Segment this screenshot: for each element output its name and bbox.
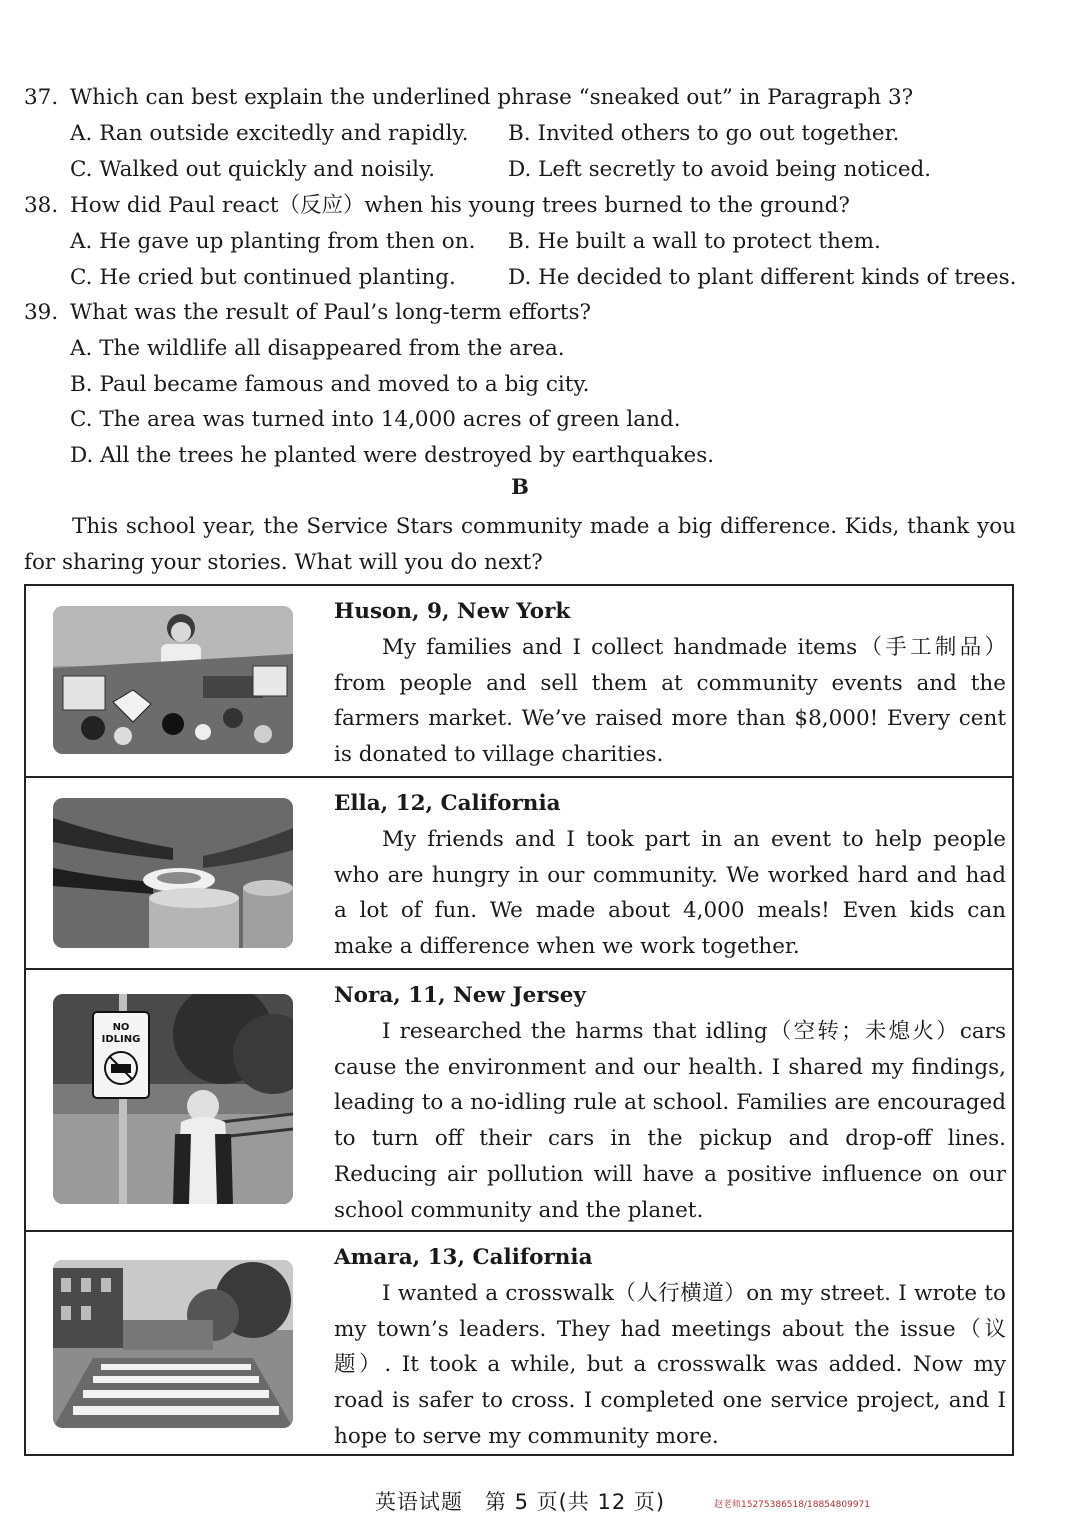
story-text: My families and I collect handmade items（手工制品）from people and sell them at community events and the farmers market. We’ve raised more than $8,000! Every cent is donated to village charities. <box>334 634 1006 768</box>
sign-text-no: NO <box>112 1022 130 1033</box>
story-author: Amara, 13, California <box>334 1245 593 1270</box>
option-37-b: B. Invited others to go out together. <box>508 121 900 146</box>
question-text: How did Paul react（反应）when his young trees burned to the ground? <box>70 193 850 218</box>
stories-table <box>24 584 1014 1456</box>
photo-crosswalk <box>53 1260 293 1428</box>
photo-no-idling-sign <box>53 994 293 1204</box>
option-39-d: D. All the trees he planted were destroyed by earthquakes. <box>70 443 715 468</box>
question-number: 38. <box>24 193 59 218</box>
story-author: Ella, 12, California <box>334 791 561 816</box>
option-39-a: A. The wildlife all disappeared from the area. <box>70 336 565 361</box>
question-text: Which can best explain the underlined phrase “sneaked out” in Paragraph 3? <box>70 85 914 110</box>
option-37-d: D. Left secretly to avoid being noticed. <box>508 157 932 182</box>
photo-handmade-items <box>53 606 293 754</box>
question-number: 37. <box>24 85 59 110</box>
section-title: B <box>511 474 529 499</box>
story-ella <box>334 786 1006 965</box>
question-number: 39. <box>24 300 59 325</box>
story-amara <box>334 1240 1006 1455</box>
option-39-c: C. The area was turned into 14,000 acres of green land. <box>70 407 681 432</box>
story-author: Huson, 9, New York <box>334 599 571 624</box>
option-37-a: A. Ran outside excitedly and rapidly. <box>70 121 469 146</box>
story-nora <box>334 978 1006 1229</box>
story-huson <box>334 594 1006 773</box>
story-text: I researched the harms that idling（空转；未熄火）cars cause the environment and our health. I shared my findings, leading to a no-idling rule at school. Families are encouraged to turn off their cars in the pickup and drop-off lines. Reducing air pollution will have a positive influence on our school community and the planet. <box>334 1018 1006 1223</box>
story-row-huson <box>26 586 1012 778</box>
option-37-c: C. Walked out quickly and noisily. <box>70 157 436 182</box>
story-row-nora <box>26 970 1012 1232</box>
option-38-c: C. He cried but continued planting. <box>70 265 456 290</box>
option-38-a: A. He gave up planting from then on. <box>70 229 476 254</box>
option-38-d: D. He decided to plant different kinds of trees. <box>508 265 1017 290</box>
watermark: 赵老师15275386518/18854809971 <box>714 1500 871 1510</box>
section-intro: This school year, the Service Stars community made a big difference. Kids, thank you for sharing your stories. What will you do next? <box>24 514 1016 575</box>
sign-text-idling: IDLING <box>101 1034 141 1045</box>
photo-serving-meals <box>53 798 293 948</box>
option-38-b: B. He built a wall to protect them. <box>508 229 881 254</box>
story-row-amara <box>26 1232 1012 1454</box>
story-author: Nora, 11, New Jersey <box>334 983 586 1008</box>
story-row-ella <box>26 778 1012 970</box>
story-text: My friends and I took part in an event to help people who are hungry in our community. We worked hard and had a lot of fun. We made about 4,000 meals! Even kids can make a difference when we work together. <box>334 826 1006 960</box>
option-39-b: B. Paul became famous and moved to a big city. <box>70 372 590 397</box>
story-text: I wanted a crosswalk（人行横道）on my street. I wrote to my town’s leaders. They had meetings about the issue（议题）. It took a while, but a crosswalk was added. Now my road is safer to cross. I completed one service project, and I hope to serve my community more. <box>334 1280 1006 1449</box>
page-footer: 英语试题 第 5 页(共 12 页) <box>374 1490 666 1514</box>
question-text: What was the result of Paul’s long-term efforts? <box>70 300 592 325</box>
